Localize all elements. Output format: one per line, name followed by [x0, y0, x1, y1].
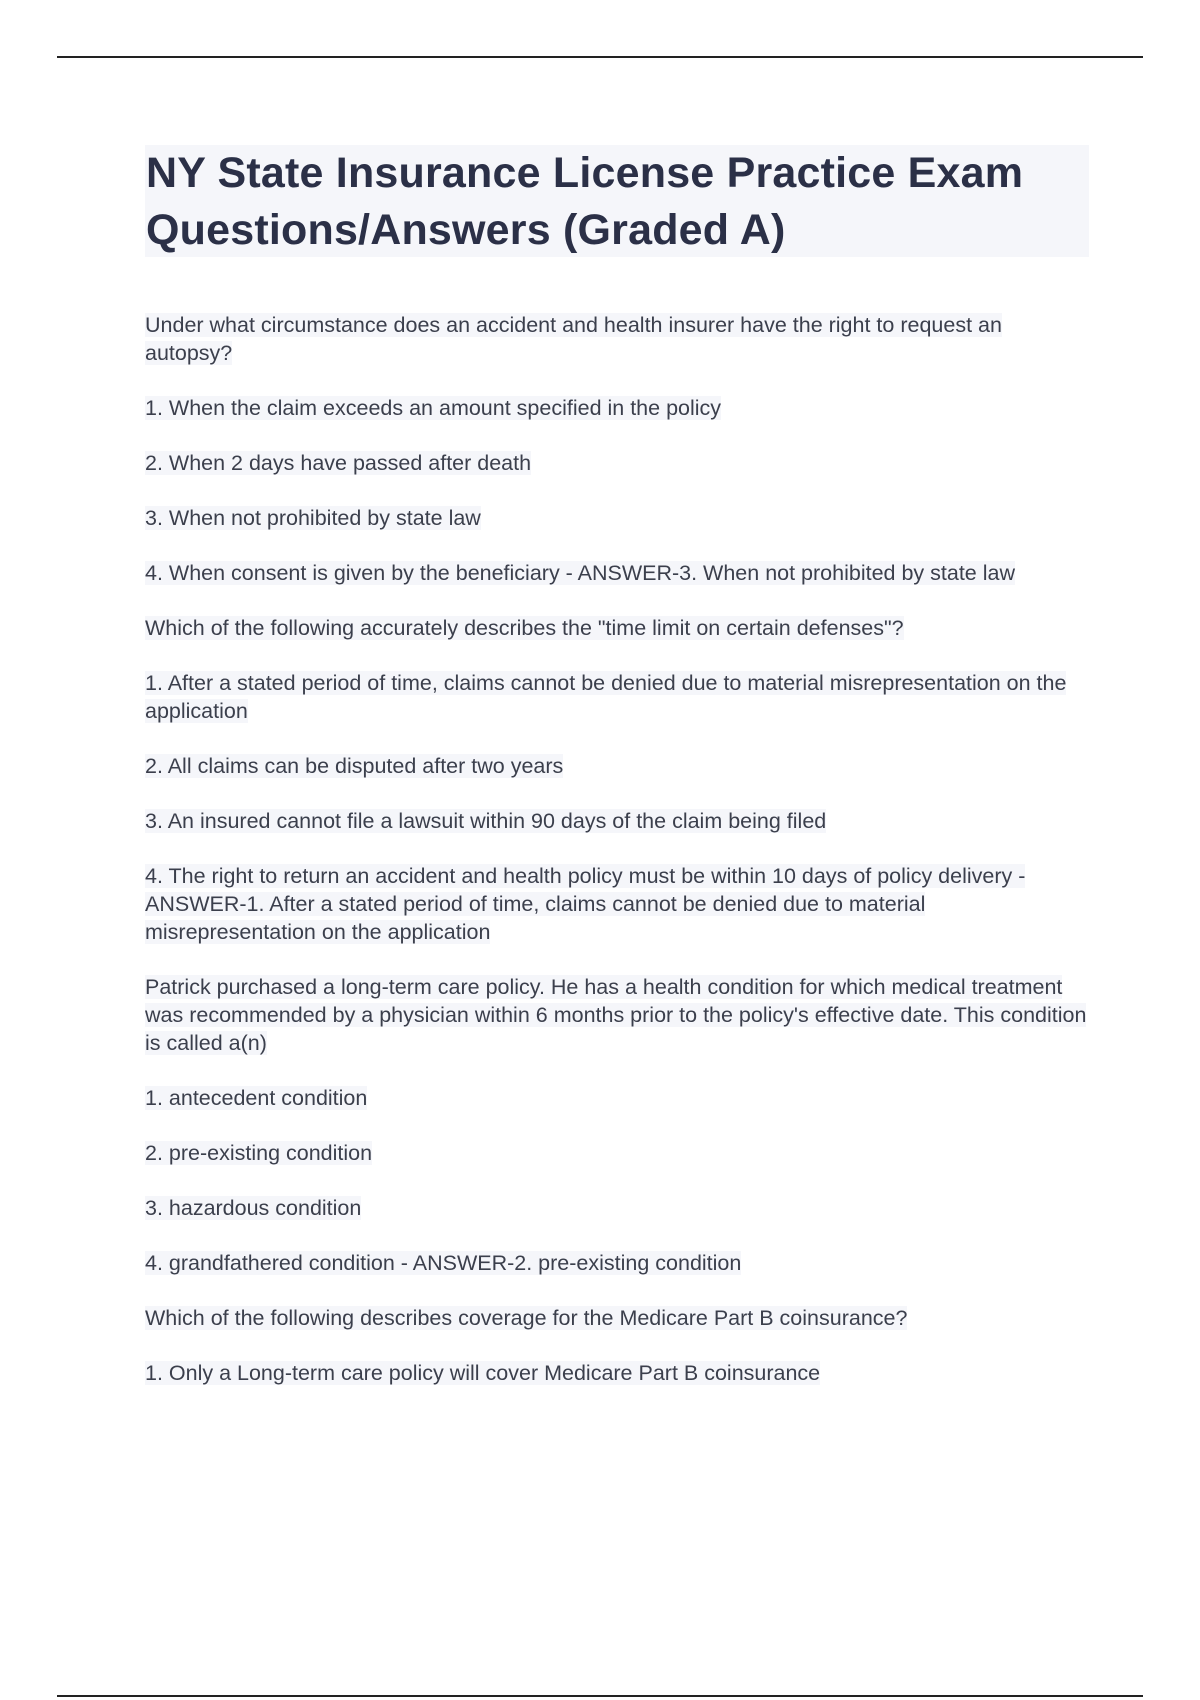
- paragraph: 4. grandfathered condition - ANSWER-2. pre-existing condition: [145, 1251, 742, 1275]
- answer-option: [145, 1194, 1089, 1222]
- answer-option: [145, 1359, 1089, 1387]
- answer-option: [145, 669, 1089, 725]
- paragraph: 3. hazardous condition: [145, 1196, 362, 1220]
- paragraph: 4. When consent is given by the beneficiary - ANSWER-3. When not prohibited by state law: [145, 561, 1015, 585]
- answer-option-with-key: [145, 1249, 1089, 1277]
- answer-option: [145, 807, 1089, 835]
- question-text: [145, 614, 1089, 642]
- paragraph: Patrick purchased a long-term care policy. He has a health condition for which medical treatment was recommended by a physician within 6 months prior to the policy's effective date. This condition is called a(n): [145, 975, 1087, 1055]
- paragraph: 4. The right to return an accident and health policy must be within 10 days of policy delivery - ANSWER-1. After a stated period of time, claims cannot be denied due to material misrepresentation on the application: [145, 864, 1026, 944]
- answer-option: [145, 449, 1089, 477]
- paragraph: 1. antecedent condition: [145, 1086, 368, 1110]
- answer-option: [145, 394, 1089, 422]
- paragraph: Which of the following describes coverage for the Medicare Part B coinsurance?: [145, 1306, 908, 1330]
- title-block: [145, 145, 1089, 257]
- answer-option: [145, 504, 1089, 532]
- paragraph: Under what circumstance does an accident and health insurer have the right to request an autopsy?: [145, 313, 1002, 365]
- footer-rule: [57, 1695, 1143, 1697]
- paragraph: 1. When the claim exceeds an amount specified in the policy: [145, 396, 722, 420]
- answer-option: [145, 1139, 1089, 1167]
- paragraph: 1. Only a Long-term care policy will cover Medicare Part B coinsurance: [145, 1361, 821, 1385]
- paragraph: 2. All claims can be disputed after two years: [145, 754, 564, 778]
- question-text: [145, 1304, 1089, 1332]
- paragraph: 2. When 2 days have passed after death: [145, 451, 532, 475]
- answer-option: [145, 752, 1089, 780]
- page-title: NY State Insurance License Practice Exam Questions/Answers (Graded A): [146, 149, 1024, 254]
- answer-option-with-key: [145, 559, 1089, 587]
- paragraph: 2. pre-existing condition: [145, 1141, 373, 1165]
- paragraph: 1. After a stated period of time, claims cannot be denied due to material misrepresentation on the application: [145, 671, 1067, 723]
- answer-option-with-key: [145, 862, 1089, 946]
- answer-option: [145, 1084, 1089, 1112]
- question-text: [145, 311, 1089, 367]
- paragraph: 3. When not prohibited by state law: [145, 506, 481, 530]
- paragraph: 3. An insured cannot file a lawsuit within 90 days of the claim being filed: [145, 809, 827, 833]
- paragraph: Which of the following accurately describes the "time limit on certain defenses"?: [145, 616, 904, 640]
- document-body: [145, 311, 1089, 1414]
- question-text: [145, 973, 1089, 1057]
- header-rule: [57, 56, 1143, 58]
